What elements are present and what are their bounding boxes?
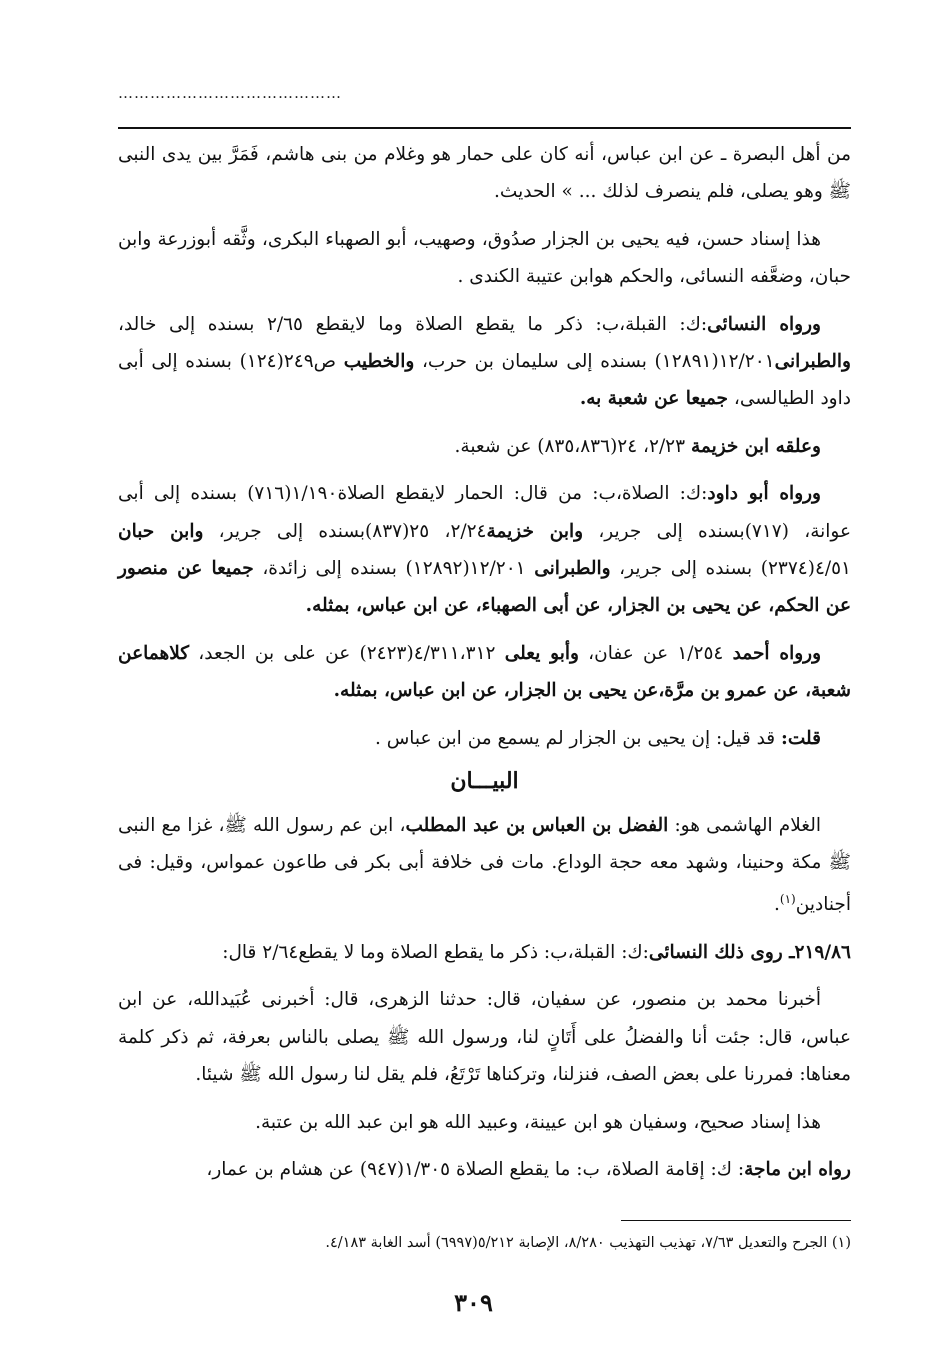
page-number: ٣٠٩: [454, 1288, 493, 1317]
paragraph-10: أخبرنا محمد بن منصور، عن سفيان، قال: حدثنا الزهرى، قال: أخبرنى عُبَيدالله، عن ابن عباس، قال: جئت أنا والفضلُ على أَتَانٍ لنا، ورسول الله ﷺ يصلى بالناس بعرفة، ثم ذكر كلمة معناها: فمررنا على بعض الصف، فنزلنا، وتركناها تَرْتَعُ، فلم يقل لنا رسول الله ﷺ شيئا.: [118, 989, 851, 1086]
paragraph-3: ورواه النسائى:ك: القبلة،ب: ذكر ما يقطع الصلاة وما لايقطع ٢/٦٥ بسنده إلى خالد، والطبرانى١٢/٢٠١(١٢٨٩١) بسنده إلى سليمان بن حرب، والخطيب ص٢٤٩(١٢٤) بسنده إلى أبى داود الطيالسى، جميعا عن شعبة به.: [118, 313, 851, 410]
main-text: [118, 136, 851, 1188]
footnote-rule: [621, 1220, 851, 1221]
footnote: (١) الجرح والتعديل ٧/٦٣، تهذيب التهذيب ٨/٢٨٠، الإصابة ٥/٢١٢(٦٩٩٧) أسد الغابة ٤/١٨٣.: [325, 1235, 851, 1251]
paragraph-5: ورواه أبو داود:ك: الصلاة،ب: من قال: الحمار لايقطع الصلاة١/١٩٠(٧١٦) بسنده إلى أبى عوانة، (٧١٧)بسنده إلى جرير، وابن خزيمة٢/٢٤، ٢٥(٨٣٧)بسنده إلى جرير، وابن حبان ٤/٥١(٢٣٧٤) بسنده إلى جرير، والطبرانى ١٢/٢٠١(١٢٨٩٢) بسنده إلى زائدة، جميعا عن منصور عن الحكم، عن يحيى بن الجزار، عن أبى الصهباء، عن ابن عباس، بمثله.: [118, 483, 852, 617]
paragraph-4: وعلقه ابن خزيمة ٢/٢٣، ٢٤(٨٣٥،٨٣٦) عن شعبة.: [454, 435, 821, 457]
paragraph-2: هذا إسناد حسن، فيه يحيى بن الجزار صدُوق، وصهيب، أبو الصهباء البكرى، وثَّقه أبوزرعة وابن حبان، وضعَّفه النسائى، والحكم هوابن عتيبة الكندى .: [118, 228, 851, 288]
header-dotted-line: ……………………………………: [118, 84, 342, 102]
hadith-number: ٢١٩/٨٦ـ روى ذلك النسائى: [648, 941, 851, 963]
source-nasai: ورواه النسائى: [707, 313, 821, 335]
paragraph-7: قلت: قد قيل: إن يحيى بن الجزار لم يسمع من ابن عباس .: [374, 727, 821, 749]
paragraph-12: رواه ابن ماجة: ك: إقامة الصلاة، ب: ما يقطع الصلاة ١/٣٠٥(٩٤٧) عن هشام بن عمار،: [206, 1158, 851, 1180]
paragraph-6: ورواه أحمد ١/٢٥٤ عن عفان، وأبو يعلى ٤/٣١١،٣١٢(٢٤٢٣) عن على بن الجعد، كلاهماعن شعبة، عن عمرو بن مرَّة،عن يحيى بن الجزار، عن ابن عباس، بمثله.: [118, 642, 851, 702]
paragraph-11: هذا إسناد صحيح، وسفيان هو ابن عيينة، وعبيد الله هو ابن عبد الله بن عتبة.: [255, 1111, 821, 1133]
paragraph-9: ٢١٩/٨٦ـ روى ذلك النسائى:ك: القبلة،ب: ذكر ما يقطع الصلاة وما لا يقطع٢/٦٤ قال:: [222, 941, 851, 963]
paragraph-8: الغلام الهاشمى هو: الفضل بن العباس بن عبد المطلب، ابن عم رسول الله ﷺ، غزا مع النبى ﷺ مكة وحنينا، وشهد معه حجة الوداع. مات فى خلافة أبى بكر فى طاعون عمواس، وقيل: فى أجنادين$^{(١)}$.: [118, 814, 851, 916]
section-heading: البيـــان: [450, 768, 519, 795]
paragraph-1: من أهل البصرة ـ عن ابن عباس، أنه كان على حمار هو وغلام من بنى هاشم، فَمَرَّ بين يدى النبى ﷺ وهو يصلى، فلم ينصرف لذلك ... » الحديث.: [118, 144, 851, 203]
footnote-marker: (١): [779, 892, 796, 907]
header-rule: [118, 127, 851, 129]
